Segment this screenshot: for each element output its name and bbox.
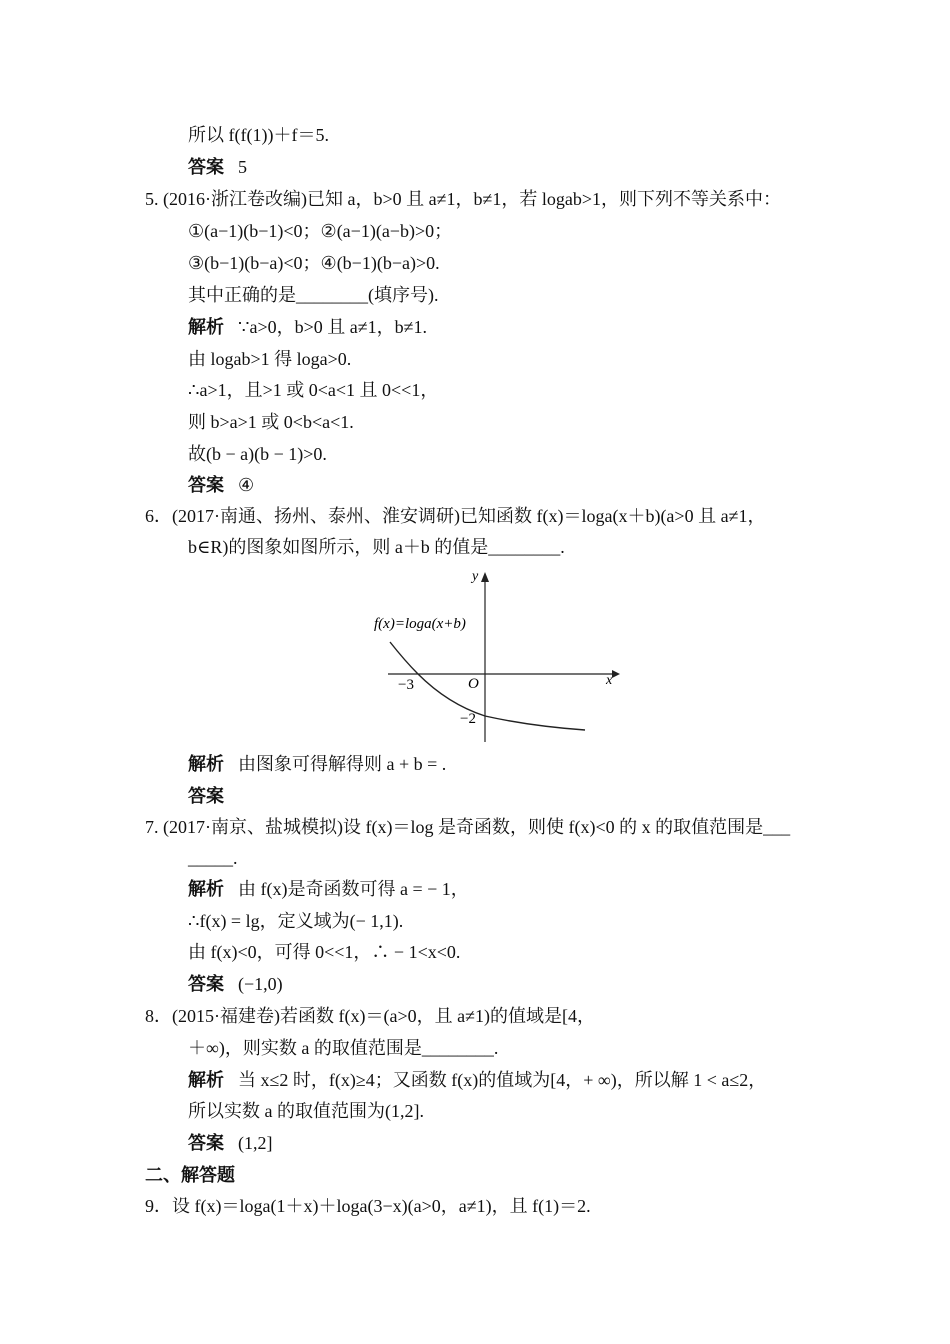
x-axis-arrow	[612, 670, 620, 678]
line-11: 故(b − a)(b − 1)>0.	[188, 444, 327, 464]
y-axis-label: y	[472, 569, 479, 584]
line-2: 答案 5	[188, 157, 247, 177]
line-23: 8．(2015·福建卷)若函数 f(x)＝(a>0，且 a≠1)的值域是[4，	[145, 1006, 595, 1026]
line-22: 答案 (−1,0)	[188, 974, 283, 994]
line-6: 其中正确的是________(填序号).	[188, 285, 439, 305]
origin-label: O	[468, 676, 479, 692]
line-12: 答案 ④	[188, 475, 255, 495]
function-graph	[360, 566, 622, 744]
line-5: ③(b−1)(b−a)<0；④(b−1)(b−a)>0.	[188, 253, 440, 273]
x-axis-label: x	[606, 673, 613, 688]
y-intercept-label: −2	[460, 711, 476, 727]
line-9: ∴a>1，且>1 或 0<a<1 且 0<<1，	[188, 380, 439, 400]
line-13: 6．(2017·南通、扬州、泰州、淮安调研)已知函数 f(x)＝loga(x＋b)(a>0 且 a≠1，	[145, 506, 766, 526]
line-16: 答案	[188, 786, 224, 806]
line-18: _____.	[188, 848, 238, 868]
line-7: 解析 ∵a>0，b>0 且 a≠1，b≠1.	[188, 317, 427, 337]
line-4: ①(a−1)(b−1)<0；②(a−1)(a−b)>0；	[188, 221, 453, 241]
line-26: 所以实数 a 的取值范围为(1,2].	[188, 1101, 424, 1121]
line-8: 由 logab>1 得 loga>0.	[188, 349, 352, 369]
line-29: 9．设 f(x)＝loga(1＋x)＋loga(3−x)(a>0，a≠1)，且 f(1)＝2.	[145, 1196, 591, 1216]
section-heading: 二、解答题	[145, 1165, 235, 1185]
log-curve	[390, 642, 585, 730]
line-20: ∴f(x) = lg，定义域为(− 1,1).	[188, 911, 404, 931]
y-axis-arrow	[481, 572, 489, 582]
line-27: 答案 (1,2]	[188, 1133, 273, 1153]
line-15: 解析 由图象可得解得则 a + b = .	[188, 754, 447, 774]
line-24: ＋∞)，则实数 a 的取值范围是________.	[188, 1038, 499, 1058]
line-17: 7. (2017·南京、盐城模拟)设 f(x)＝log 是奇函数，则使 f(x)<0 的 x 的取值范围是___	[145, 817, 791, 837]
line-19: 解析 由 f(x)是奇函数可得 a = − 1，	[188, 879, 469, 899]
line-14: b∈R)的图象如图所示，则 a＋b 的值是________.	[188, 537, 565, 557]
line-21: 由 f(x)<0，可得 0<<1，∴ − 1<x<0.	[188, 942, 461, 962]
line-25: 解析 当 x≤2 时，f(x)≥4；又函数 f(x)的值域为[4，+ ∞)，所以解 1 < a≤2，	[188, 1070, 767, 1090]
line-1: 所以 f(f(1))＋f＝5.	[188, 125, 329, 145]
line-3: 5. (2016·浙江卷改编)已知 a，b>0 且 a≠1，b≠1，若 logab>1，则下列不等关系中：	[145, 189, 782, 209]
func-label: f(x)=loga(x+b)	[374, 616, 466, 632]
x-intercept-label: −3	[398, 677, 414, 693]
line-10: 则 b>a>1 或 0<b<a<1.	[188, 412, 354, 432]
